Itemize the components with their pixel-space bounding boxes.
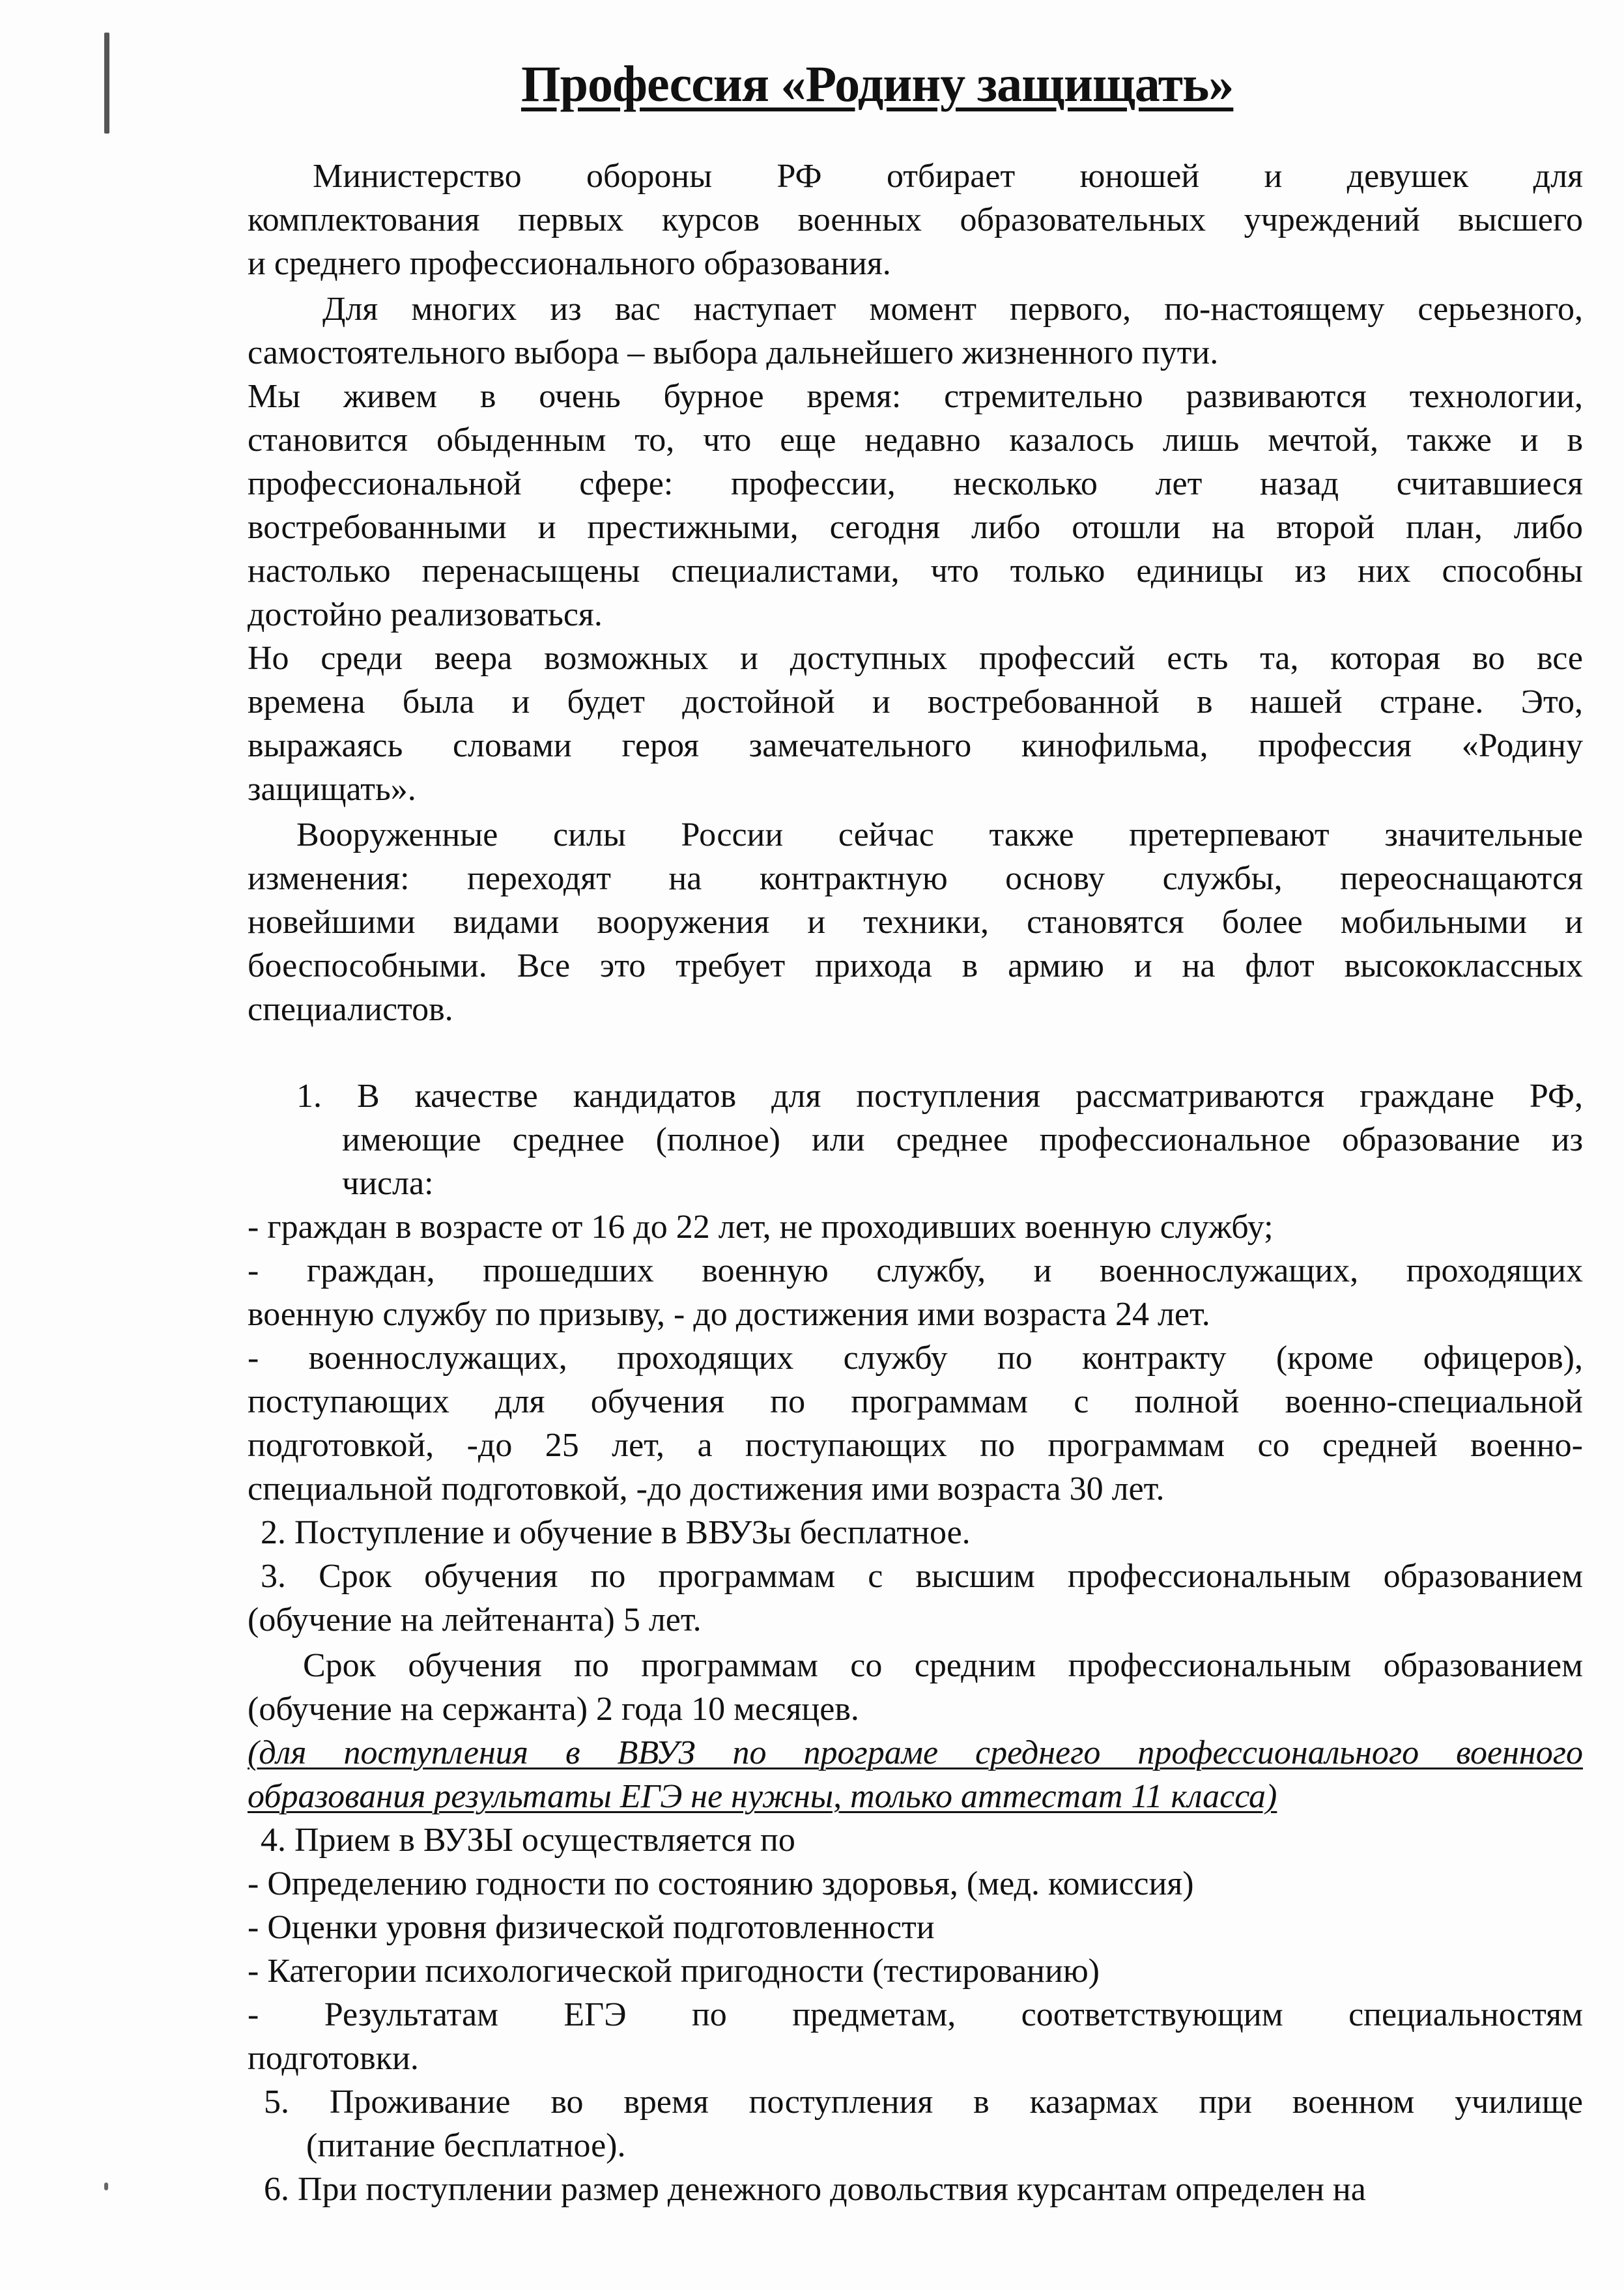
list-subitem: - военнослужащих, проходящих службу по контракту (кроме офицеров), (248, 1339, 1583, 1377)
note-line: образования результаты ЕГЭ не нужны, только аттестат 11 класса) (248, 1778, 1277, 1815)
paragraph-line: Но среди веера возможных и доступных профессий есть та, которая во все (248, 640, 1583, 677)
paragraph-line: специалистов. (248, 991, 453, 1028)
list-subitem: - Результатам ЕГЭ по предметам, соответствующим специальностям (248, 1996, 1583, 2033)
list-subitem-line: поступающих для обучения по программам с полной военно-специальной (248, 1383, 1583, 1420)
list-subitem-line: подготовкой, -до 25 лет, а поступающих по программам со средней военно- (248, 1427, 1583, 1464)
list-subitem-line: подготовки. (248, 2040, 419, 2077)
margin-mark (104, 33, 109, 134)
paragraph-line: профессиональной сфере: профессии, несколько лет назад считавшиеся (248, 465, 1583, 502)
list-subitem-line: военную службу по призыву, - до достижения ими возраста 24 лет. (248, 1296, 1210, 1333)
list-subitem: - граждан, прошедших военную службу, и военнослужащих, проходящих (248, 1252, 1583, 1289)
note-line: (для поступления в ВВУЗ по програме среднего профессионального военного (248, 1734, 1583, 1771)
list-subitem: - граждан в возрасте от 16 до 22 лет, не проходивших военную службу; (248, 1209, 1274, 1246)
paragraph-line: защищать». (248, 771, 416, 808)
scan-speck (104, 2183, 108, 2190)
paragraph-line: Для многих из вас наступает момент первого, по-настоящему серьезного, (322, 291, 1583, 328)
list-item-line: Срок обучения по программам со средним профессиональным образованием (303, 1647, 1583, 1684)
paragraph-line: выражаясь словами героя замечательного кинофильма, профессия «Родину (248, 727, 1583, 764)
paragraph-line: достойно реализоваться. (248, 596, 603, 633)
paragraph-line: самостоятельного выбора – выбора дальнейшего жизненного пути. (248, 334, 1219, 371)
paragraph-line: боеспособными. Все это требует прихода в армию и на флот высококлассных (248, 947, 1583, 984)
paragraph-line: становится обыденным то, что еще недавно казалось лишь мечтой, также и в (248, 422, 1583, 459)
list-item: 4. Прием в ВУЗЫ осуществляется по (261, 1822, 795, 1859)
list-item: 1. В качестве кандидатов для поступления рассматриваются граждане РФ, (296, 1078, 1583, 1115)
list-item-line: (питание бесплатное). (306, 2127, 626, 2164)
paragraph-line: времена была и будет достойной и востребованной в нашей стране. Это, (248, 683, 1583, 721)
list-item-line: имеющие среднее (полное) или среднее профессиональное образование из (342, 1121, 1583, 1158)
page-title: Профессия «Родину защищать» (521, 55, 1234, 112)
list-item-line: (обучение на сержанта) 2 года 10 месяцев. (248, 1691, 859, 1728)
list-subitem: - Категории психологической пригодности (тестированию) (248, 1953, 1100, 1990)
list-subitem: - Оценки уровня физической подготовленности (248, 1909, 935, 1946)
list-subitem: - Определению годности по состоянию здоровья, (мед. комиссия) (248, 1865, 1194, 1902)
paragraph-line: Мы живем в очень бурное время: стремительно развиваются технологии, (248, 378, 1583, 415)
paragraph-line: комплектования первых курсов военных образовательных учреждений высшего (248, 201, 1583, 238)
paragraph-line: настолько перенасыщены специалистами, что только единицы из них способны (248, 552, 1583, 590)
paragraph-line: изменения: переходят на контрактную основу службы, переоснащаются (248, 860, 1583, 897)
paragraph-line: новейшими видами вооружения и техники, становятся более мобильными и (248, 904, 1583, 941)
paragraph-line: и среднего профессионального образования. (248, 245, 891, 282)
list-item: 6. При поступлении размер денежного довольствия курсантам определен на (264, 2171, 1366, 2208)
list-item-line: (обучение на лейтенанта) 5 лет. (248, 1601, 702, 1639)
paragraph-line: востребованными и престижными, сегодня либо отошли на второй план, либо (248, 509, 1583, 546)
list-item: 5. Проживание во время поступления в казармах при военном училище (264, 2083, 1583, 2121)
list-item: 2. Поступление и обучение в ВВУЗы бесплатное. (261, 1514, 971, 1551)
list-item-line: числа: (342, 1165, 434, 1202)
paragraph-line: Министерство обороны РФ отбирает юношей и девушек для (313, 158, 1583, 195)
list-subitem-line: специальной подготовкой, -до достижения ими возраста 30 лет. (248, 1470, 1165, 1508)
list-item: 3. Срок обучения по программам с высшим профессиональным образованием (261, 1558, 1583, 1595)
paragraph-line: Вооруженные силы России сейчас также претерпевают значительные (296, 816, 1583, 853)
